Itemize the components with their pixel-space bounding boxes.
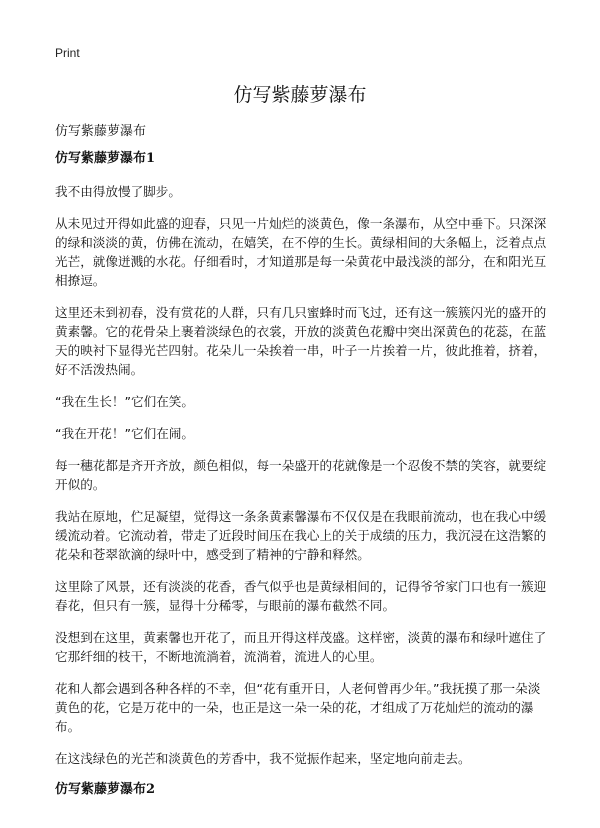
paragraph: 从未见过开得如此盛的迎春，只见一片灿烂的淡黄色，像一条瀑布，从空中垂下。只深深的绿和淡淡的黄，仿佛在流动，在嬉笑，在不停的生长。黄绿相间的大条幅上，泛着点点光芒，就像迸溅的水花。仔细看时，才知道那是每一朵黄花中最浅淡的部分，在和阳光互相撩逗。	[55, 216, 547, 288]
paragraph: 这里还未到初春，没有赏花的人群，只有几只蜜蜂时而飞过，还有这一簇簇闪光的盛开的黄素馨。它的花骨朵上裹着淡绿色的衣裳，开放的淡黄色花瓣中突出深黄色的花蕊，在蓝天的映衬下显得光芒四射。花朵儿一朵挨着一串，叶子一片挨着一片，彼此推着，挤着，好不活泼热闹。	[55, 305, 547, 377]
document-body	[55, 150, 550, 813]
paragraph: 每一穗花都是齐开齐放，颜色相似，每一朵盛开的花就像是一个忍俊不禁的笑容，就要绽开似的。	[55, 458, 547, 492]
paragraph: “我在开花！”它们在闹。	[55, 426, 194, 441]
paragraph: 在这浅绿色的光芒和淡黄色的芳香中，我不觉振作起来，坚定地向前走去。	[55, 751, 471, 766]
print-label: Print	[55, 46, 80, 60]
section-heading-1: 仿写紫藤萝瀑布1	[55, 151, 156, 166]
paragraph: 我站在原地，伫足凝望，觉得这一条条黄素馨瀑布不仅仅是在我眼前流动，也在我心中缓缓流动着。它流动着，带走了近段时间压在我心上的关于成绩的压力，我沉浸在这浩繁的花朵和苍翠欲滴的绿叶中，感受到了精神的宁静和释然。	[55, 509, 547, 562]
paragraph: 这里除了风景，还有淡淡的花香，香气似乎也是黄绿相间的，记得爷爷家门口也有一簇迎春花，但只有一簇，显得十分稀零，与眼前的瀑布截然不同。	[55, 579, 547, 613]
paragraph: 花和人都会遇到各种各样的不幸，但“花有重开日，人老何曾再少年。”我抚摸了那一朵淡黄色的花，它是万花中的一朵，也正是这一朵一朵的花，才组成了万花灿烂的流动的瀑布。	[55, 681, 541, 734]
document-subtitle: 仿写紫藤萝瀑布	[55, 124, 147, 139]
paragraph: 没想到在这里，黄素馨也开花了，而且开得这样茂盛。这样密，淡黄的瀑布和绿叶遮住了它那纤细的枝干，不断地流淌着，流淌着，流进人的心里。	[55, 630, 547, 664]
page-title: 仿写紫藤萝瀑布	[233, 84, 367, 106]
paragraph: “我在生长！”它们在笑。	[55, 394, 194, 409]
paragraph: 我不由得放慢了脚步。	[55, 184, 181, 199]
section-heading-2: 仿写紫藤萝瀑布2	[55, 782, 156, 797]
